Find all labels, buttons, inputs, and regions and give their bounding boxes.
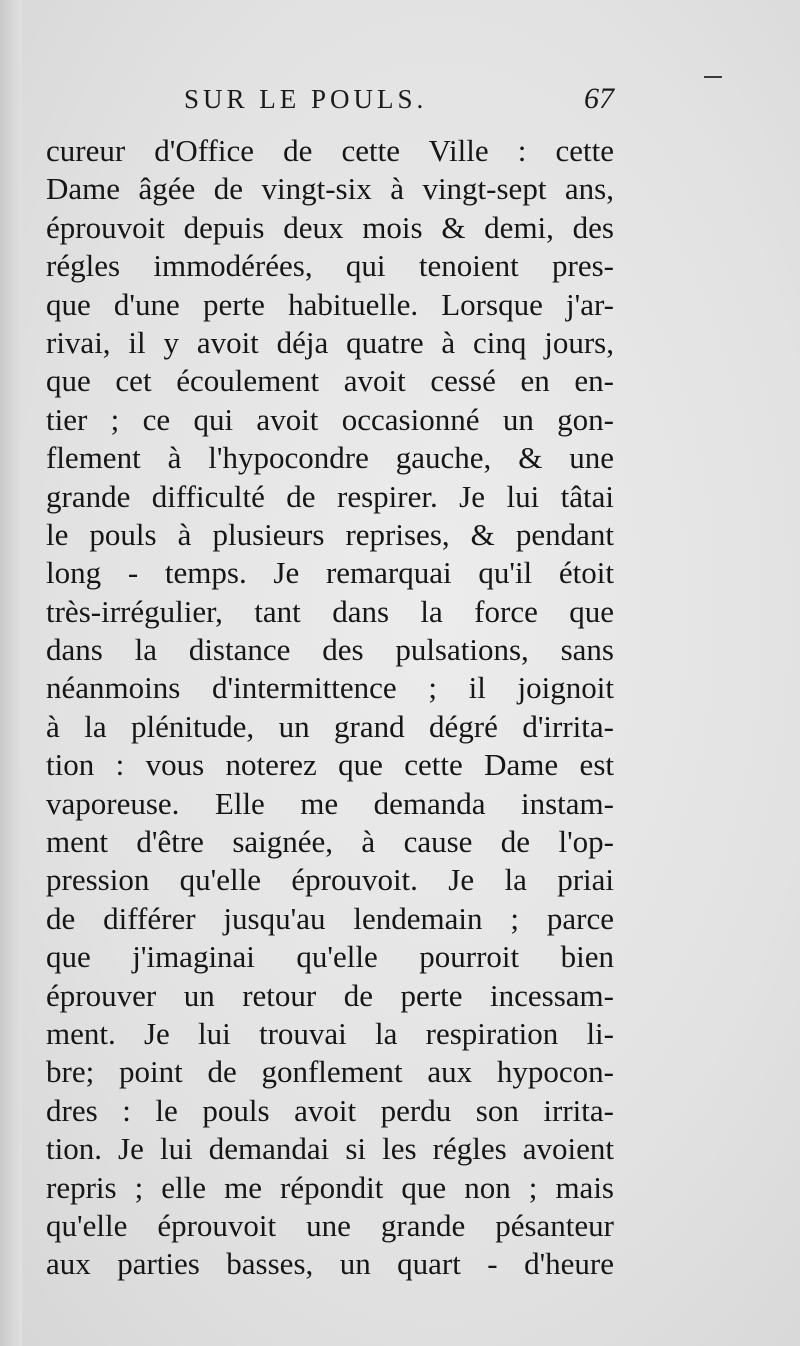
text-line: à la plénitude, un grand dégré d'irrita-: [46, 708, 614, 744]
text-line: éprouver un retour de perte incessam-: [46, 977, 614, 1013]
page-gutter-shadow: [0, 0, 22, 1346]
body-text: [46, 132, 614, 1284]
text-line: ment. Je lui trouvai la respiration li-: [46, 1015, 614, 1051]
page-number: 67: [584, 82, 614, 115]
margin-mark: [704, 76, 722, 78]
text-line: ment d'être saignée, à cause de l'op-: [46, 824, 614, 860]
text-line: grande difficulté de respirer. Je lui tâtai: [46, 478, 614, 514]
text-line: que cet écoulement avoit cessé en en-: [46, 363, 614, 399]
text-line: que d'une perte habituelle. Lorsque j'ar-: [46, 286, 614, 322]
text-line: néanmoins d'intermittence ; il joignoit: [46, 670, 614, 706]
text-line: régles immodérées, qui tenoient pres-: [46, 248, 614, 284]
text-line: que j'imaginai qu'elle pourroit bien: [46, 939, 614, 975]
text-line: éprouvoit depuis deux mois & demi, des: [46, 209, 614, 245]
text-line: dans la distance des pulsations, sans: [46, 632, 614, 668]
text-line: le pouls à plusieurs reprises, & pendant: [46, 516, 614, 552]
text-line: flement à l'hypocondre gauche, & une: [46, 440, 614, 476]
text-line: de différer jusqu'au lendemain ; parce: [46, 900, 614, 936]
text-line: pression qu'elle éprouvoit. Je la priai: [46, 862, 614, 898]
running-head: [184, 84, 614, 120]
text-line: tier ; ce qui avoit occasionné un gon-: [46, 401, 614, 437]
text-line: tion : vous noterez que cette Dame est: [46, 747, 614, 783]
running-title: SUR LE POULS.: [184, 84, 428, 114]
text-line: long - temps. Je remarquai qu'il étoit: [46, 555, 614, 591]
text-line: tion. Je lui demandai si les régles avoient: [46, 1131, 614, 1167]
text-line: dres : le pouls avoit perdu son irrita-: [46, 1092, 614, 1128]
text-line: repris ; elle me répondit que non ; mais: [46, 1169, 614, 1205]
text-line: aux parties basses, un quart - d'heure: [46, 1246, 614, 1282]
text-line: vaporeuse. Elle me demanda instam-: [46, 785, 614, 821]
text-line: rivai, il y avoit déja quatre à cinq jours,: [46, 324, 614, 360]
text-line: qu'elle éprouvoit une grande pésanteur: [46, 1207, 614, 1243]
text-line: très-irrégulier, tant dans la force que: [46, 593, 614, 629]
text-line: Dame âgée de vingt-six à vingt-sept ans,: [46, 171, 614, 207]
text-line: cureur d'Office de cette Ville : cette: [46, 133, 614, 168]
text-line: bre; point de gonflement aux hypocon-: [46, 1054, 614, 1090]
